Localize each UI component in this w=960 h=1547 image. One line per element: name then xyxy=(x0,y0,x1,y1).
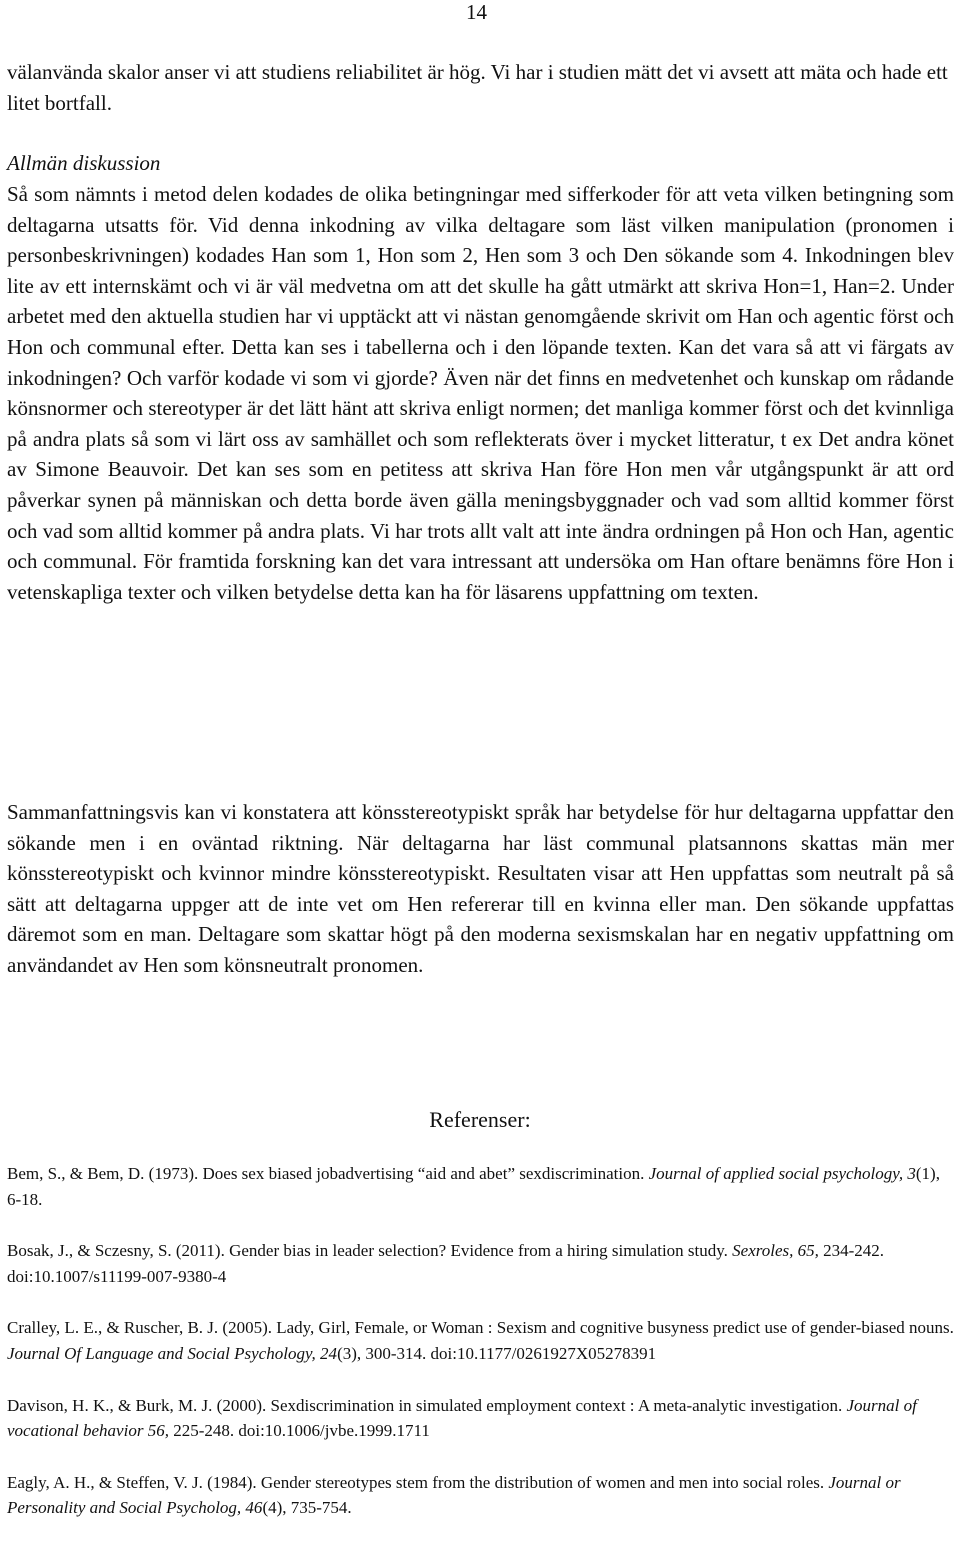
reference-item xyxy=(7,1238,954,1289)
reference-item xyxy=(7,1161,954,1212)
discussion-paragraph: Så som nämnts i metod delen kodades de olika betingningar med sifferkoder för att veta vilken betingning som deltagarna utsatts för. Vid denna inkodning av vilka deltagare som läst vilken manipulation (pronomen i personbeskrivningen) kodades Han som 1, Hon som 2, Hen som 3 och Den sökande som 4. Inkodningen blev lite av ett internskämt och vi är väl medvetna om att det skulle ha gått utmärkt att skriva Hon=1, Han=2. Under arbetet med den aktuella studien har vi upptäckt att vi nästan genomgående skrivit om Han och agentic först och Hon och communal efter. Detta kan ses i tabellerna och i den löpande texten. Kan det vara så att vi färgats av inkodningen? Och varför kodade vi som vi gjorde? Även när det finns en medvetenhet och kunskap om rådande könsnormer och stereotyper är det lätt hänt att skriva enligt normen; det manliga kommer först och det kvinnliga på andra plats så som vi lärt oss av samhället och som reflekterats över i mycket litteratur, t ex Det andra könet av Simone Beauvoir. Det kan ses som en petitess att skriva Han före Hon men vår utgångspunkt är att ord påverkar synen på människan och detta borde även gälla meningsbyggnader och vad som alltid kommer först och vad som alltid kommer på andra plats. Vi har trots allt valt att inte ändra ordningen på Hon och Han, agentic och communal. För framtida forskning kan det vara intressant att undersöka om Han oftare benämns före Hon i vetenskapliga texter och vilken betydelse detta kan ha för läsarens uppfattning om texten. xyxy=(7,182,954,604)
reference-authors-title: Cralley, L. E., & Ruscher, B. J. (2005). Lady, Girl, Female, or Woman : Sexism and cognitive busyness predict use of gender-biased nouns. xyxy=(7,1318,954,1338)
page-number: 14 xyxy=(466,0,487,24)
reference-list xyxy=(7,1161,954,1547)
reference-details: (4), 735-754. xyxy=(262,1498,352,1518)
reference-journal: Journal Of Language and Social Psychology, 24 xyxy=(7,1343,338,1363)
reference-journal: Journal of vocational behavior 56, xyxy=(7,1395,917,1441)
reference-item xyxy=(7,1393,954,1444)
references-heading: Referenser: xyxy=(429,1107,531,1132)
reference-authors-title: Bosak, J., & Sczesny, S. (2011). Gender bias in leader selection? Evidence from a hiring simulation study. xyxy=(7,1241,733,1261)
reference-item xyxy=(7,1315,954,1366)
reference-journal: Journal of applied social psychology, 3 xyxy=(648,1164,916,1183)
reference-journal: Sexroles, 65, xyxy=(732,1241,819,1261)
reference-authors-title: Davison, H. K., & Burk, M. J. (2000). Sexdiscrimination in simulated employment context : A meta-analytic investigation. xyxy=(7,1395,847,1415)
reference-details: (3), 300-314. doi:10.1177/0261927X05278391 xyxy=(337,1343,657,1363)
intro-paragraph: välanvända skalor anser vi att studiens reliabilitet är hög. Vi har i studien mätt det vi avsett att mäta och hade ett litet bortfall. xyxy=(7,60,948,115)
reference-details: (1), 6-18. xyxy=(7,1164,940,1209)
reference-item xyxy=(7,1470,954,1521)
reference-details: 225-248. doi:10.1006/jvbe.1999.1711 xyxy=(168,1421,430,1441)
reference-journal: Journal or Personality and Social Psycholog, 46 xyxy=(7,1472,901,1518)
reference-authors-title: Bem, S., & Bem, D. (1973). Does sex biased jobadvertising “aid and abet” sexdiscrimination. xyxy=(7,1164,649,1183)
reference-authors-title: Eagly, A. H., & Steffen, V. J. (1984). Gender stereotypes stem from the distribution of women and men into social roles. xyxy=(7,1472,829,1492)
section-heading: Allmän diskussion xyxy=(7,151,161,175)
summary-paragraph: Sammanfattningsvis kan vi konstatera att könsstereotypiskt språk har betydelse för hur deltagarna uppfattar den sökande men i en oväntad riktning. När deltagarna har läst communal platsannons skattas män mer könsstereotypiskt och kvinnor mindre könsstereotypiskt. Resultaten visar att Hen uppfattas som neutralt på så sätt att deltagarna uppger att de inte vet om Hen refererar till en kvinna eller man. Den sökande uppfattas däremot som en man. Deltagare som skattar högt på den moderna sexismskalan har en negativ uppfattning om användandet av Hen som könsneutralt pronomen. xyxy=(7,800,954,977)
reference-details: 234-242. doi:10.1007/s11199-007-9380-4 xyxy=(7,1241,885,1286)
